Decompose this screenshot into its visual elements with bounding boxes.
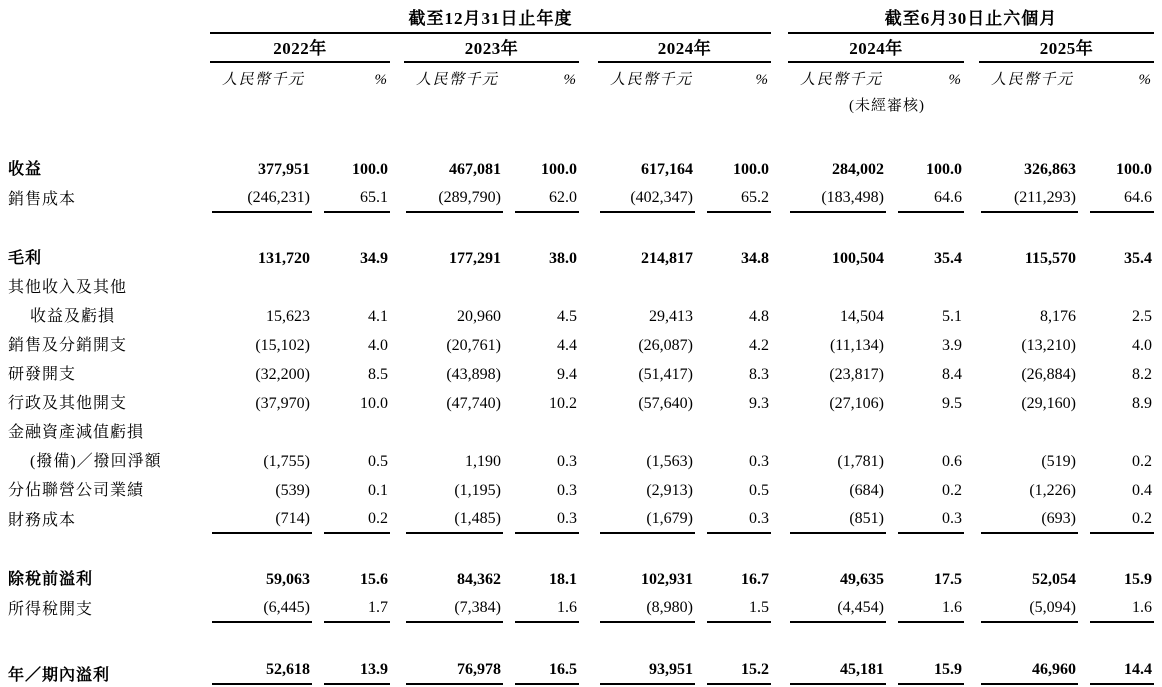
unit-label: 人民幣千元 (610, 72, 693, 88)
percent-cell: 0.2 (1078, 504, 1154, 534)
year-header-row (0, 33, 1162, 62)
column-gap (1154, 154, 1162, 183)
column-gap (390, 359, 404, 388)
amount-cell: (289,790) (404, 183, 503, 213)
column-gap (771, 653, 788, 687)
column-gap (390, 388, 404, 417)
percent-cell: 65.1 (312, 183, 390, 213)
row-label: (撥備)／撥回淨額 (30, 453, 162, 470)
column-gap (771, 359, 788, 388)
percent-cell: 64.6 (1078, 183, 1154, 213)
table-row (0, 359, 1162, 388)
amount-cell: 214,817 (641, 250, 693, 267)
percent-cell: 10.0 (360, 395, 388, 412)
percent-cell: 14.4 (1078, 653, 1154, 687)
table-row (0, 243, 1162, 272)
percent-cell: 8.5 (368, 366, 388, 383)
percent-cell: 100.0 (733, 161, 769, 178)
period-group-row (0, 0, 1162, 33)
percent-cell: 0.3 (749, 453, 769, 470)
unaudited-note-row (0, 89, 1162, 154)
percent-cell: 1.6 (886, 593, 964, 623)
amount-cell: 177,291 (449, 250, 501, 267)
percent-label: % (755, 72, 768, 88)
percent-cell: 15.9 (886, 653, 964, 687)
percent-cell (695, 417, 771, 446)
amount-cell: (51,417) (638, 366, 693, 383)
amount-cell: (26,087) (638, 337, 693, 354)
spacer-row (0, 623, 1162, 653)
amount-cell: 467,081 (449, 161, 501, 178)
amount-cell: (1,226) (1029, 482, 1076, 499)
percent-cell: 18.1 (549, 571, 577, 588)
percent-cell: 3.9 (942, 337, 962, 354)
table-row (0, 564, 1162, 593)
column-gap (579, 388, 598, 417)
column-gap (964, 154, 979, 183)
percent-cell: 15.6 (360, 571, 388, 588)
column-gap (771, 475, 788, 504)
year-header-2024-interim: 2024年 (788, 33, 964, 62)
column-gap (964, 417, 979, 446)
column-gap (771, 564, 788, 593)
percent-cell (886, 417, 964, 446)
table-row (0, 504, 1162, 534)
amount-cell: (15,102) (255, 337, 310, 354)
amount-cell (210, 417, 312, 446)
percent-cell: 10.2 (549, 395, 577, 412)
percent-cell: 13.9 (312, 653, 390, 687)
table-row (0, 183, 1162, 213)
amount-cell: 46,960 (979, 653, 1078, 687)
amount-cell (404, 272, 503, 301)
row-label: 年／期內溢利 (8, 667, 111, 684)
amount-cell: (684) (849, 482, 884, 499)
amount-cell: (519) (1041, 453, 1076, 470)
percent-cell: 0.6 (942, 453, 962, 470)
column-gap (1154, 183, 1162, 213)
column-gap (579, 446, 598, 475)
column-gap (771, 0, 788, 33)
year-header-2024: 2024年 (598, 33, 771, 62)
column-gap (390, 417, 404, 446)
row-label: 分佔聯營公司業績 (8, 482, 145, 499)
column-gap (390, 330, 404, 359)
row-label: 金融資產減值虧損 (8, 424, 145, 441)
percent-cell: 0.4 (1132, 482, 1152, 499)
amount-cell: (43,898) (446, 366, 501, 383)
column-gap (771, 330, 788, 359)
amount-cell: (211,293) (979, 183, 1078, 213)
amount-cell: 8,176 (1040, 308, 1076, 325)
amount-cell (598, 272, 695, 301)
row-label: 財務成本 (8, 512, 77, 529)
amount-cell: 59,063 (266, 571, 310, 588)
spacer-row (0, 534, 1162, 564)
table-row (0, 330, 1162, 359)
column-gap (1154, 564, 1162, 593)
percent-cell: 4.4 (557, 337, 577, 354)
amount-cell: 14,504 (840, 308, 884, 325)
column-gap (579, 301, 598, 330)
percent-cell: 0.2 (1132, 453, 1152, 470)
unit-label: 人民幣千元 (416, 72, 499, 88)
percent-cell: 5.1 (942, 308, 962, 325)
percent-cell: 9.4 (557, 366, 577, 383)
percent-cell: 34.8 (741, 250, 769, 267)
amount-cell: 617,164 (641, 161, 693, 178)
amount-cell (404, 417, 503, 446)
table-row (0, 653, 1162, 687)
percent-cell: 0.1 (368, 482, 388, 499)
row-label: 行政及其他開支 (8, 395, 128, 412)
amount-cell: (7,384) (404, 593, 503, 623)
amount-cell: (1,679) (598, 504, 695, 534)
column-gap (964, 593, 979, 623)
amount-cell: (2,913) (646, 482, 693, 499)
percent-cell: 9.5 (942, 395, 962, 412)
column-gap (1154, 653, 1162, 687)
column-gap (771, 593, 788, 623)
percent-cell: 4.0 (368, 337, 388, 354)
column-gap (390, 154, 404, 183)
amount-cell: (47,740) (446, 395, 501, 412)
percent-cell: 0.3 (695, 504, 771, 534)
column-gap (390, 564, 404, 593)
percent-cell (695, 272, 771, 301)
amount-cell: (402,347) (598, 183, 695, 213)
amount-cell: (26,884) (1021, 366, 1076, 383)
percent-label: % (948, 72, 961, 88)
amount-cell (788, 272, 886, 301)
percent-cell: 8.4 (942, 366, 962, 383)
percent-cell (312, 272, 390, 301)
row-label: 其他收入及其他 (8, 279, 128, 296)
percent-cell: 4.8 (749, 308, 769, 325)
column-gap (771, 243, 788, 272)
percent-cell: 4.0 (1132, 337, 1152, 354)
interim-period-header: 截至6月30日止六個月 (788, 0, 1154, 33)
percent-cell (1078, 272, 1154, 301)
amount-cell (210, 272, 312, 301)
percent-cell: 9.3 (749, 395, 769, 412)
percent-cell: 0.5 (749, 482, 769, 499)
amount-cell: 1,190 (465, 453, 501, 470)
column-gap (1154, 593, 1162, 623)
percent-cell (1078, 417, 1154, 446)
percent-cell (503, 417, 579, 446)
percent-cell: 4.1 (368, 308, 388, 325)
amount-cell (979, 417, 1078, 446)
year-header-2025-interim: 2025年 (979, 33, 1154, 62)
column-gap (390, 272, 404, 301)
amount-cell: (57,640) (638, 395, 693, 412)
amount-cell: 45,181 (788, 653, 886, 687)
row-label: 銷售及分銷開支 (8, 337, 128, 354)
row-label: 毛利 (8, 250, 43, 267)
amount-cell: 52,618 (210, 653, 312, 687)
year-header-2022: 2022年 (210, 33, 390, 62)
column-gap (579, 653, 598, 687)
row-label: 所得稅開支 (8, 601, 94, 618)
row-label: 收益 (8, 161, 43, 178)
column-gap (1154, 272, 1162, 301)
unit-label: 人民幣千元 (222, 72, 305, 88)
percent-cell: 17.5 (934, 571, 962, 588)
amount-cell: 102,931 (641, 571, 693, 588)
column-gap (964, 564, 979, 593)
column-gap (771, 301, 788, 330)
column-gap (1154, 301, 1162, 330)
amount-cell: 115,570 (1024, 250, 1076, 267)
percent-cell: 0.3 (557, 453, 577, 470)
unit-label: 人民幣千元 (991, 72, 1074, 88)
column-gap (771, 388, 788, 417)
column-gap (1154, 417, 1162, 446)
amount-cell: (1,781) (837, 453, 884, 470)
percent-cell: 4.5 (557, 308, 577, 325)
column-gap (390, 653, 404, 687)
unit-label: 人民幣千元 (800, 72, 883, 88)
percent-cell: 35.4 (934, 250, 962, 267)
row-label: 收益及虧損 (30, 308, 116, 325)
amount-cell: (6,445) (210, 593, 312, 623)
unit-header-row (0, 62, 1162, 89)
amount-cell: (11,134) (829, 337, 884, 354)
percent-cell: 62.0 (503, 183, 579, 213)
amount-cell: 131,720 (258, 250, 310, 267)
column-gap (1154, 446, 1162, 475)
percent-cell: 100.0 (541, 161, 577, 178)
percent-cell: 1.6 (503, 593, 579, 623)
percent-cell: 0.3 (557, 482, 577, 499)
column-gap (1154, 388, 1162, 417)
amount-cell: (29,160) (1021, 395, 1076, 412)
column-gap (579, 243, 598, 272)
column-gap (964, 272, 979, 301)
percent-cell: 15.2 (695, 653, 771, 687)
percent-cell: 2.5 (1132, 308, 1152, 325)
column-gap (579, 417, 598, 446)
percent-cell: 65.2 (695, 183, 771, 213)
column-gap (1154, 330, 1162, 359)
percent-cell: 100.0 (926, 161, 962, 178)
amount-cell: 100,504 (832, 250, 884, 267)
column-gap (964, 504, 979, 534)
amount-cell: (246,231) (210, 183, 312, 213)
column-gap (579, 593, 598, 623)
amount-cell: (1,563) (646, 453, 693, 470)
amount-cell (979, 272, 1078, 301)
amount-cell: 377,951 (258, 161, 310, 178)
table-row (0, 593, 1162, 623)
percent-cell: 0.3 (886, 504, 964, 534)
percent-cell: 16.7 (741, 571, 769, 588)
column-gap (579, 330, 598, 359)
percent-cell (886, 272, 964, 301)
amount-cell: 52,054 (1032, 571, 1076, 588)
amount-cell: (32,200) (255, 366, 310, 383)
percent-cell: 0.3 (503, 504, 579, 534)
column-gap (964, 359, 979, 388)
amount-cell: (37,970) (255, 395, 310, 412)
amount-cell: (4,454) (788, 593, 886, 623)
column-gap (579, 564, 598, 593)
table-row (0, 154, 1162, 183)
table-row (0, 272, 1162, 301)
column-gap (964, 301, 979, 330)
amount-cell: 93,951 (598, 653, 695, 687)
row-label: 研發開支 (8, 366, 77, 383)
percent-cell: 0.2 (942, 482, 962, 499)
column-gap (771, 183, 788, 213)
amount-cell: 326,863 (1024, 161, 1076, 178)
amount-cell: 20,960 (457, 308, 501, 325)
percent-cell: 16.5 (503, 653, 579, 687)
amount-cell: 29,413 (649, 308, 693, 325)
table-row (0, 388, 1162, 417)
amount-cell: 76,978 (404, 653, 503, 687)
row-label: 除稅前溢利 (8, 571, 94, 588)
unaudited-note: (未經審核) (849, 98, 925, 114)
column-gap (771, 272, 788, 301)
column-gap (579, 154, 598, 183)
table-row (0, 446, 1162, 475)
amount-cell: (1,755) (263, 453, 310, 470)
amount-cell: (27,106) (829, 395, 884, 412)
percent-cell: 8.9 (1132, 395, 1152, 412)
year-header-2023: 2023年 (404, 33, 579, 62)
percent-cell: 64.6 (886, 183, 964, 213)
amount-cell (788, 417, 886, 446)
column-gap (579, 183, 598, 213)
amount-cell: 284,002 (832, 161, 884, 178)
column-gap (579, 475, 598, 504)
percent-cell: 8.2 (1132, 366, 1152, 383)
amount-cell: (539) (275, 482, 310, 499)
column-gap (771, 446, 788, 475)
percent-label: % (1138, 72, 1151, 88)
percent-cell: 1.6 (1078, 593, 1154, 623)
table-row (0, 475, 1162, 504)
column-gap (771, 504, 788, 534)
percent-cell: 100.0 (352, 161, 388, 178)
column-gap (964, 183, 979, 213)
column-gap (964, 330, 979, 359)
percent-cell: 38.0 (549, 250, 577, 267)
amount-cell: (13,210) (1021, 337, 1076, 354)
amount-cell: (23,817) (829, 366, 884, 383)
percent-cell: 8.3 (749, 366, 769, 383)
percent-label: % (374, 72, 387, 88)
percent-cell: 100.0 (1116, 161, 1152, 178)
percent-cell: 1.7 (312, 593, 390, 623)
amount-cell: (1,485) (404, 504, 503, 534)
column-gap (390, 504, 404, 534)
column-gap (964, 653, 979, 687)
percent-label: % (563, 72, 576, 88)
column-gap (964, 446, 979, 475)
column-gap (964, 243, 979, 272)
column-gap (390, 301, 404, 330)
amount-cell: 84,362 (457, 571, 501, 588)
percent-cell: 15.9 (1124, 571, 1152, 588)
column-gap (390, 183, 404, 213)
column-gap (579, 359, 598, 388)
amount-cell: (851) (788, 504, 886, 534)
column-gap (964, 388, 979, 417)
row-label: 銷售成本 (8, 191, 77, 208)
column-gap (771, 417, 788, 446)
amount-cell (598, 417, 695, 446)
spacer-row (0, 213, 1162, 243)
amount-cell: (20,761) (446, 337, 501, 354)
table-row (0, 417, 1162, 446)
column-gap (390, 593, 404, 623)
amount-cell: (8,980) (598, 593, 695, 623)
annual-period-header: 截至12月31日止年度 (210, 0, 771, 33)
amount-cell: 15,623 (266, 308, 310, 325)
amount-cell: (1,195) (454, 482, 501, 499)
column-gap (579, 272, 598, 301)
column-gap (964, 475, 979, 504)
percent-cell: 34.9 (360, 250, 388, 267)
column-gap (390, 446, 404, 475)
amount-cell: (693) (979, 504, 1078, 534)
column-gap (1154, 475, 1162, 504)
amount-cell: (183,498) (788, 183, 886, 213)
percent-cell: 0.2 (312, 504, 390, 534)
column-gap (1154, 243, 1162, 272)
column-gap (771, 154, 788, 183)
column-gap (390, 475, 404, 504)
percent-cell: 4.2 (749, 337, 769, 354)
percent-cell (503, 272, 579, 301)
amount-cell: (5,094) (979, 593, 1078, 623)
amount-cell: 49,635 (840, 571, 884, 588)
column-gap (1154, 504, 1162, 534)
column-gap (1154, 359, 1162, 388)
percent-cell (312, 417, 390, 446)
column-gap (579, 504, 598, 534)
table-row (0, 301, 1162, 330)
column-gap (390, 243, 404, 272)
percent-cell: 1.5 (695, 593, 771, 623)
percent-cell: 0.5 (368, 453, 388, 470)
amount-cell: (714) (210, 504, 312, 534)
percent-cell: 35.4 (1124, 250, 1152, 267)
